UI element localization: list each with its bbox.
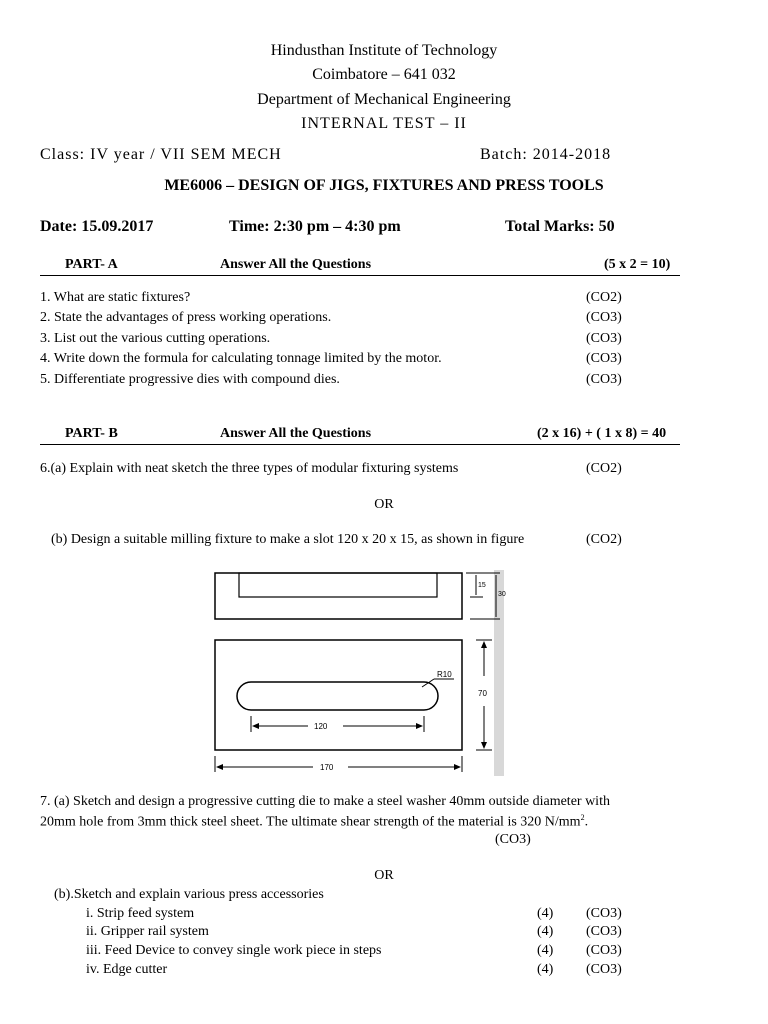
question-3: 3. List out the various cutting operations. [40, 331, 271, 346]
question-7b-item-2-marks: (4) [537, 924, 554, 939]
question-2-co: (CO3) [586, 310, 622, 325]
question-7b-item-2: ii. Gripper rail system [86, 924, 209, 939]
question-1-co: (CO2) [586, 290, 622, 305]
institute-city: Coimbatore – 641 032 [312, 66, 456, 83]
question-5: 5. Differentiate progressive dies with compound dies. [40, 372, 340, 387]
question-7b-item-2-co: (CO3) [586, 924, 622, 939]
exam-time: Time: 2:30 pm – 4:30 pm [229, 218, 401, 235]
question-7a-line1: 7. (a) Sketch and design a progressive cutting die to make a steel washer 40mm outside diameter with [40, 794, 610, 809]
question-7a-end: . [584, 814, 589, 830]
or-divider-2: OR [374, 868, 394, 883]
slot-outline [237, 682, 438, 710]
batch-info: Batch: 2014-2018 [480, 146, 612, 163]
dim-15-label: 15 [478, 582, 486, 589]
question-7a-line2-text: 20mm hole from 3mm thick steel sheet. The ultimate shear strength of the material is 320 N/mm [40, 814, 581, 830]
dim-120-label: 120 [314, 722, 328, 731]
question-1: 1. What are static fixtures? [40, 290, 191, 305]
total-marks: Total Marks: 50 [505, 218, 615, 235]
part-a-instruction: Answer All the Questions [220, 257, 372, 272]
question-7a-line2 [40, 813, 588, 831]
slot-depth-outline [239, 573, 437, 597]
question-7a-superscript: 2 [580, 813, 585, 822]
question-6b-co: (CO2) [586, 532, 622, 547]
question-7b-item-1: i. Strip feed system [86, 906, 195, 921]
test-title: INTERNAL TEST – II [301, 115, 467, 132]
part-b-marks: (2 x 16) + ( 1 x 8) = 40 [537, 426, 667, 441]
question-6a: 6.(a) Explain with neat sketch the three types of modular fixturing systems [40, 461, 459, 476]
question-4-co: (CO3) [586, 351, 622, 366]
part-a-rule [40, 275, 680, 276]
plan-view-outline [215, 640, 462, 750]
part-a-marks: (5 x 2 = 10) [604, 257, 671, 272]
side-view-outline [215, 573, 462, 619]
dim-r10-label: R10 [437, 670, 452, 679]
part-b-title: PART- B [65, 426, 118, 441]
dim-70-label: 70 [478, 689, 487, 698]
institute-name: Hindusthan Institute of Technology [270, 42, 498, 59]
or-divider-1: OR [374, 497, 394, 512]
part-b-rule [40, 444, 680, 445]
question-7b-item-1-co: (CO3) [586, 906, 622, 921]
question-2: 2. State the advantages of press working operations. [40, 310, 332, 325]
question-7b-item-4-marks: (4) [537, 962, 554, 977]
class-info: Class: IV year / VII SEM MECH [40, 146, 282, 163]
question-7b: (b).Sketch and explain various press accessories [54, 887, 324, 902]
course-title: ME6006 – DESIGN OF JIGS, FIXTURES AND PRESS TOOLS [164, 177, 604, 194]
dim-170-label: 170 [320, 763, 334, 772]
question-5-co: (CO3) [586, 372, 622, 387]
question-4: 4. Write down the formula for calculating tonnage limited by the motor. [40, 351, 442, 366]
question-3-co: (CO3) [586, 331, 622, 346]
question-6a-co: (CO2) [586, 461, 622, 476]
question-7b-item-4: iv. Edge cutter [86, 962, 168, 977]
question-6b: (b) Design a suitable milling fixture to make a slot 120 x 20 x 15, as shown in figure [51, 532, 525, 547]
question-7b-item-3: iii. Feed Device to convey single work piece in steps [86, 943, 382, 958]
department-name: Department of Mechanical Engineering [257, 91, 511, 108]
exam-date: Date: 15.09.2017 [40, 218, 154, 235]
part-b-instruction: Answer All the Questions [220, 426, 372, 441]
question-7b-item-4-co: (CO3) [586, 962, 622, 977]
question-7a-co: (CO3) [495, 832, 531, 847]
dim-30-label: 30 [498, 591, 506, 598]
slot-drawing-figure [208, 566, 508, 778]
part-a-title: PART- A [65, 257, 118, 272]
question-7b-item-3-marks: (4) [537, 943, 554, 958]
question-7b-item-1-marks: (4) [537, 906, 554, 921]
question-7b-item-3-co: (CO3) [586, 943, 622, 958]
